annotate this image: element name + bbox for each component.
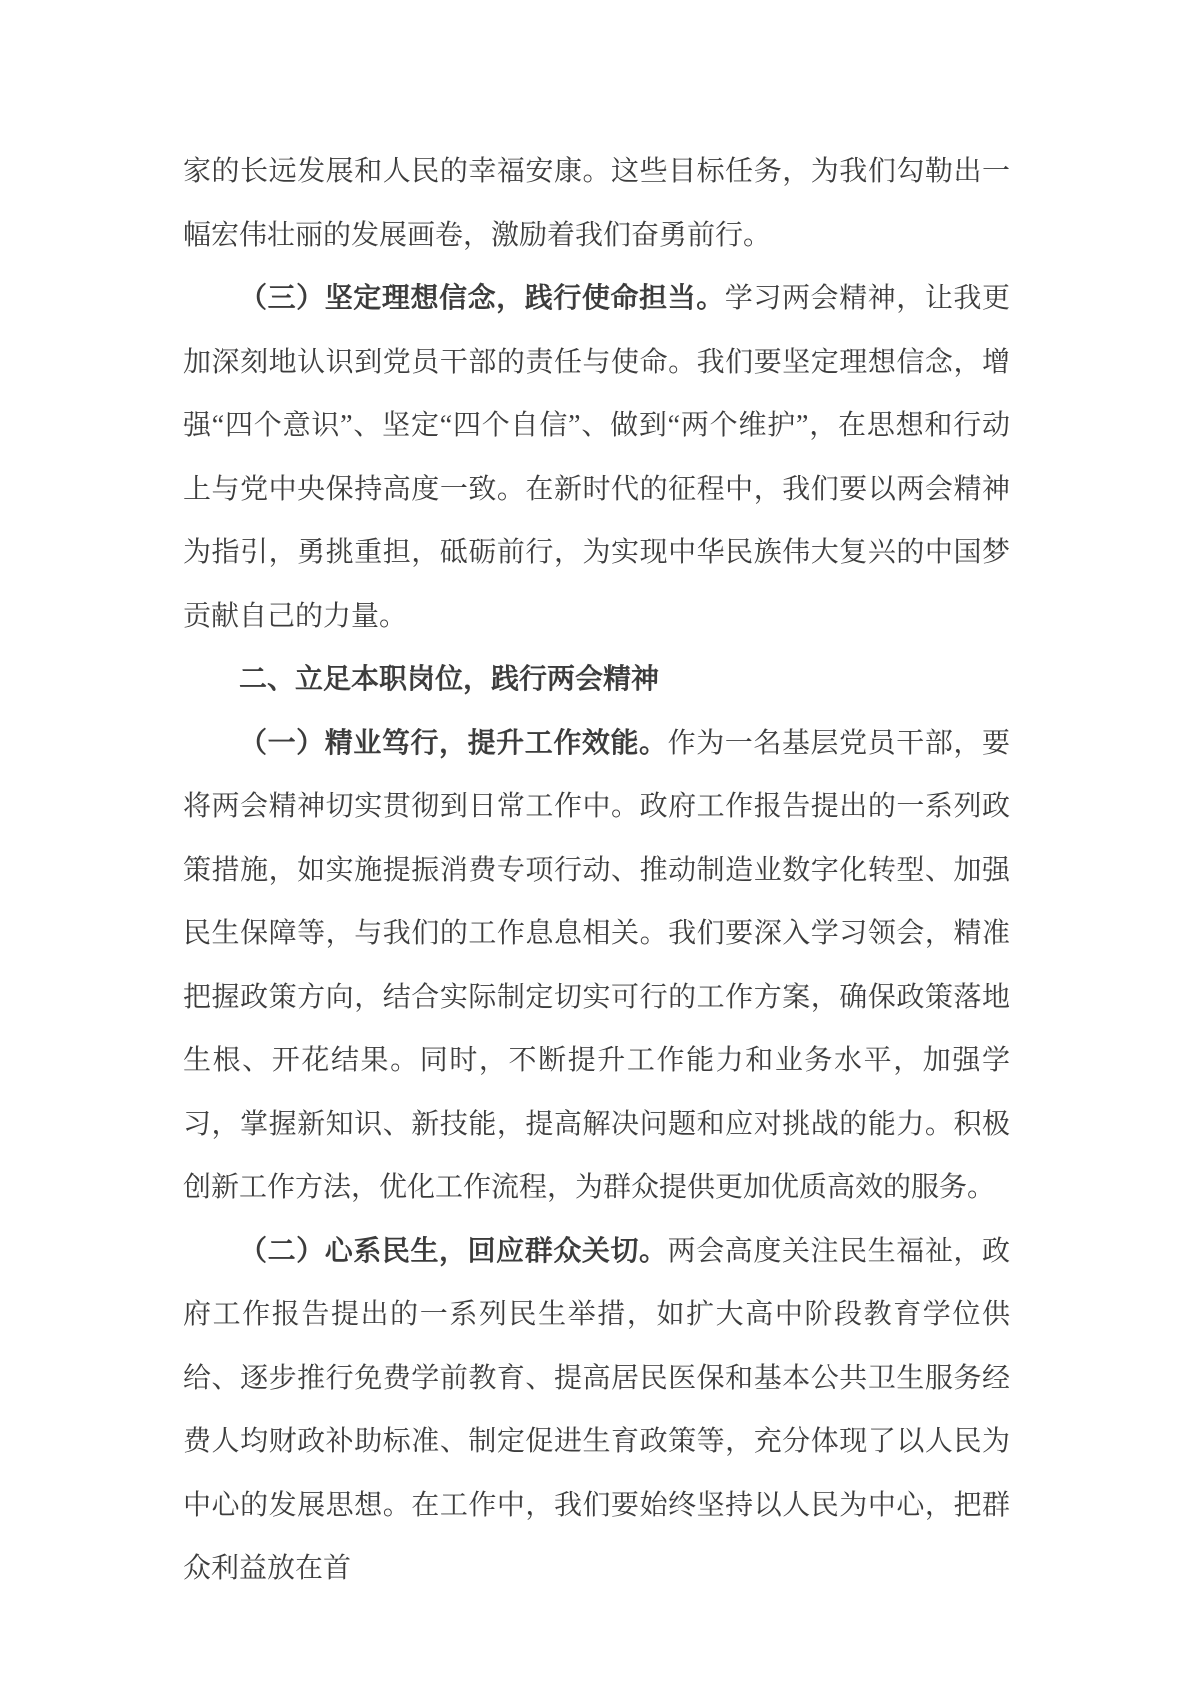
paragraph-lead-bold: （一）精业笃行，提升工作效能。 bbox=[239, 727, 668, 759]
paragraph-section-2-1 bbox=[183, 712, 1010, 1220]
paragraph-section-2-2 bbox=[183, 1220, 1010, 1601]
paragraph-lead-bold: （二）心系民生，回应群众关切。 bbox=[239, 1235, 668, 1267]
heading-part-2 bbox=[183, 648, 1010, 712]
paragraph-lead-bold: （三）坚定理想信念，践行使命担当。 bbox=[239, 283, 725, 314]
paragraph-text: 家的长远发展和人民的幸福安康。这些目标任务，为我们勾勒出一幅宏伟壮丽的发展画卷，激励着我们奋勇前行。 bbox=[183, 156, 1010, 251]
paragraph-continuation bbox=[183, 140, 1010, 267]
paragraph-text: 学习两会精神，让我更加深刻地认识到党员干部的责任与使命。我们要坚定理想信念，增强“四个意识”、坚定“四个自信”、做到“两个维护”，在思想和行动上与党中央保持高度一致。在新时代的征程中，我们要以两会精神为指引，勇挑重担，砥砺前行，为实现中华民族伟大复兴的中国梦贡献自己的力量。 bbox=[183, 283, 1010, 632]
document-body bbox=[183, 140, 1010, 1601]
paragraph-text: 作为一名基层党员干部，要将两会精神切实贯彻到日常工作中。政府工作报告提出的一系列政策措施，如实施提振消费专项行动、推动制造业数字化转型、加强民生保障等，与我们的工作息息相关。我们要深入学习领会，精准把握政策方向，结合实际制定切实可行的工作方案，确保政策落地生根、开花结果。同时，不断提升工作能力和业务水平，加强学习，掌握新知识、新技能，提高解决问题和应对挑战的能力。积极创新工作方法，优化工作流程，为群众提供更加优质高效的服务。 bbox=[183, 727, 1010, 1203]
paragraph-text: 两会高度关注民生福祉，政府工作报告提出的一系列民生举措，如扩大高中阶段教育学位供给、逐步推行免费学前教育、提高居民医保和基本公共卫生服务经费人均财政补助标准、制定促进生育政策等，充分体现了以人民为中心的发展思想。在工作中，我们要始终坚持以人民为中心，把群众利益放在首 bbox=[183, 1235, 1010, 1584]
paragraph-section-1-3 bbox=[183, 267, 1010, 648]
paragraph-lead-bold: 二、立足本职岗位，践行两会精神 bbox=[239, 664, 660, 695]
